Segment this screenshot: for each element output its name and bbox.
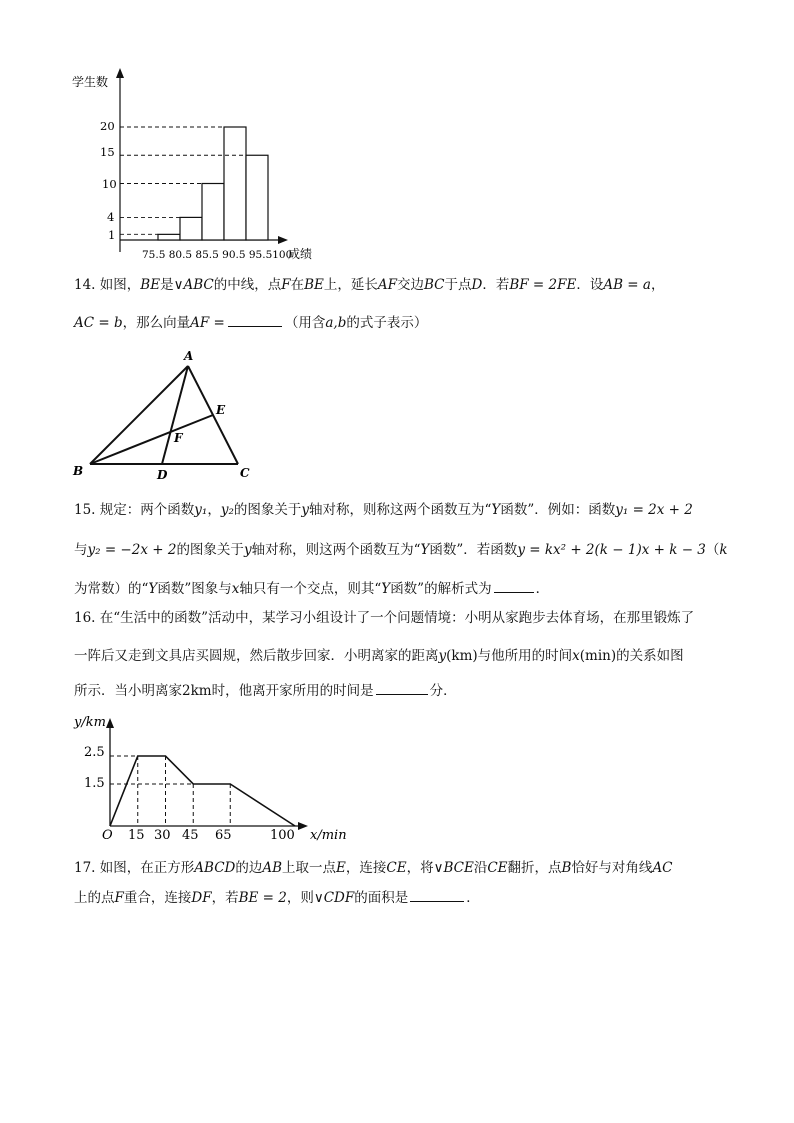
hist-ytick-10: 10 — [102, 177, 117, 191]
histogram-chart — [60, 62, 330, 267]
q14-line1: 14. 如图，BE是∨ABC的中线，点F在BE上，延长AF交边BC于点D．若BF = 2FE．设AB = a， — [74, 277, 665, 293]
graph-ytick-2.5: 2.5 — [84, 745, 105, 760]
q16-answer-blank[interactable] — [376, 680, 428, 695]
q16-line1: 16. 在“生活中的函数”活动中，某学习小组设计了一个问题情境：小明从家跑步去体育场，在那里锻炼了 — [74, 610, 695, 626]
q16-line2: 一阵后又走到文具店买圆规，然后散步回家．小明离家的距离y(km)与他所用的时间x(min)的关系如图 — [74, 648, 684, 664]
graph-ylabel: y/km — [74, 715, 106, 730]
graph-y-arrow — [106, 718, 114, 728]
distance-time-graph — [70, 712, 360, 844]
label-D: D — [157, 468, 168, 482]
label-C: C — [240, 466, 250, 480]
graph-xlabel: x/min — [310, 828, 347, 843]
hist-xticks: 75.5 80.5 85.5 90.5 95.5100 — [142, 249, 293, 261]
graph-ytick-1.5: 1.5 — [84, 776, 105, 791]
q15-line2: 与y₂ = −2x + 2的图象关于y轴对称，则这两个函数互为“Y函数”．若函数y = kx² + 2(k − 1)x + k − 3（k — [74, 542, 728, 558]
label-B: B — [73, 464, 84, 478]
hist-x-arrow — [278, 236, 288, 244]
hist-ylabel: 学生数 — [72, 75, 109, 89]
q17-answer-blank[interactable] — [410, 887, 464, 902]
hist-bar-80.5-85.5 — [180, 217, 202, 240]
hist-ytick-20: 20 — [100, 119, 115, 133]
segment-AD — [162, 366, 188, 464]
q15-line1: 15. 规定：两个函数y₁，y₂的图象关于y轴对称，则称这两个函数互为“Y函数”．例如：函数y₁ = 2x + 2 — [74, 502, 693, 518]
hist-bar-90.5-95.5 — [224, 127, 246, 240]
q17-line1: 17. 如图，在正方形ABCD的边AB上取一点E，连接CE，将∨BCE沿CE翻折，点B恰好与对角线AC — [74, 860, 673, 876]
q16-line3: 所示．当小明离家2km时，他离开家所用的时间是 分． — [74, 680, 724, 701]
q15-answer-blank[interactable] — [494, 578, 534, 593]
hist-xlabel: 成绩 — [288, 247, 313, 261]
q17-line2: 上的点F重合，连接DF，若BE = 2，则∨CDF的面积是 ． — [74, 887, 724, 908]
segment-BE — [90, 415, 213, 464]
label-F: F — [174, 431, 183, 445]
hist-ytick-15: 15 — [100, 145, 115, 159]
segment-AB — [90, 366, 188, 464]
hist-bar-85.5-90.5 — [202, 184, 224, 241]
label-E: E — [216, 403, 226, 417]
graph-xtick-65: 65 — [215, 828, 232, 843]
graph-xtick-30: 30 — [154, 828, 171, 843]
triangle-figure — [70, 348, 260, 483]
graph-xtick-100: 100 — [270, 828, 295, 843]
hist-bar-95.5-100 — [246, 155, 268, 240]
q14-line2: AC = b，那么向量AF = （用含a,b的式子表示） — [74, 312, 724, 333]
hist-bar-75.5-80.5 — [158, 234, 180, 240]
hist-ytick-4: 4 — [107, 210, 115, 224]
q14-answer-blank[interactable] — [228, 312, 282, 327]
q15-line3: 为常数）的“Y函数”图象与x轴只有一个交点，则其“Y函数”的解析式为 ． — [74, 578, 724, 599]
graph-x-arrow — [298, 822, 308, 830]
graph-xtick-15: 15 — [128, 828, 145, 843]
graph-xtick-45: 45 — [182, 828, 199, 843]
hist-ytick-1: 1 — [108, 228, 116, 242]
label-A: A — [184, 349, 194, 363]
hist-y-arrow — [116, 68, 124, 78]
graph-origin: O — [102, 828, 113, 843]
